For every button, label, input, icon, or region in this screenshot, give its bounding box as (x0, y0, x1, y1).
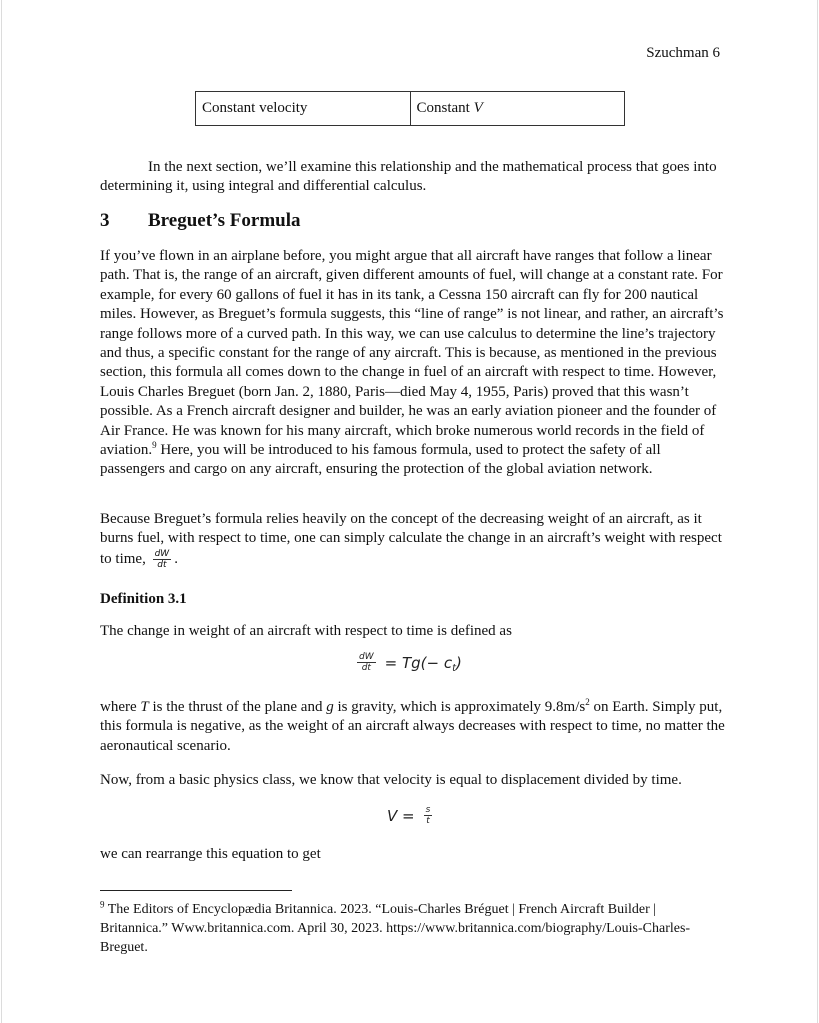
variable-T: T (140, 699, 149, 715)
table-cell-variable: V (473, 100, 483, 116)
variable-g: g (326, 699, 334, 715)
table-cell: Constant velocity (196, 92, 411, 126)
velocity-paragraph: Now, from a basic physics class, we know that velocity is equal to displacement divided by time. (100, 772, 682, 788)
rearrange-paragraph: we can rearrange this equation to get (100, 846, 321, 862)
fraction-denominator: dt (157, 559, 167, 570)
footnote-reference[interactable]: 9 (152, 440, 157, 451)
paragraph-text: is gravity, which is approximately 9.8m/s (333, 699, 586, 715)
footnote-text: The Editors of Encyclopædia Britannica. 2023. “Louis-Charles Bréguet | French Aircraft Builder | Britannica.” Www.britannica.com. April 30, 2023. https://www.britannica.com/biography/Louis-Charles-Breguet. (100, 902, 691, 955)
fraction-numerator: s (425, 805, 431, 815)
intro-paragraph (100, 158, 725, 197)
superscript: 2 (585, 697, 590, 707)
fraction-denominator: t (426, 816, 430, 826)
paragraph-text: where (100, 699, 141, 715)
footnote-separator (100, 890, 292, 891)
equation-fraction (357, 652, 376, 673)
equation-fraction (424, 805, 433, 826)
equation-weight-change (354, 652, 462, 673)
table-row (196, 92, 625, 126)
equation-velocity (387, 805, 435, 826)
definition-text: The change in weight of an aircraft with respect to time is defined as (100, 623, 512, 639)
paragraph-text: Here, you will be introduced to his famous formula, used to protect the safety of all passengers and cargo on any aircraft, ensuring the protection of the global aviation network. (100, 442, 661, 478)
paragraph-text: is the thrust of the plane and (148, 699, 327, 715)
weight-paragraph (100, 510, 725, 570)
section-number: 3 (100, 210, 110, 231)
paragraph-text: Because Breguet’s formula relies heavily on the concept of the decreasing weight of an aircraft, as it burns fuel, with respect to time, one can simply calculate the change in an aircraft’s weight with respect to time, (100, 511, 722, 567)
notation-table (195, 91, 625, 126)
fraction-denominator: dt (361, 663, 371, 673)
running-header: Szuchman 6 (646, 45, 720, 61)
intro-paragraph-text: In the next section, we’ll examine this relationship and the mathematical process that goes into determining it, using integral and differential calculus. (100, 159, 717, 195)
breguet-paragraph (100, 247, 725, 480)
paragraph-text: on Earth. Simply put, this formula is negative, as the weight of an aircraft always decreases with respect to time, no matter the aeronautical scenario. (100, 699, 725, 754)
section-heading (100, 209, 301, 233)
table-cell (410, 92, 625, 126)
explanation-paragraph (100, 698, 725, 756)
fraction-numerator: dW (154, 548, 170, 559)
footnote (100, 900, 725, 957)
inline-fraction (153, 549, 172, 570)
equation-lhs: V = (387, 806, 415, 825)
equation-subscript: t (452, 663, 457, 674)
definition-title: Definition 3.1 (100, 591, 187, 607)
section-title: Breguet’s Formula (148, 210, 301, 231)
document-page (1, 0, 818, 1023)
paragraph-text: If you’ve flown in an airplane before, you might argue that all aircraft have ranges that follow a linear path. That is, the range of an aircraft, given different amounts of fuel, will change at a constant rate. For example, for every 60 gallons of fuel it has in its tank, a Cessna 150 aircraft can fly for 200 nautical miles. However, as Breguet’s formula suggests, this “line of range” is not linear, and rather, an aircraft’s range follows more of a curved path. In this way, we can use calculus to determine the line’s trajectory and thus, a specific constant for the range of any aircraft. This is because, as mentioned in the previous section, this formula all comes down to the change in fuel of an aircraft with respect to time. However, Louis Charles Breguet (born Jan. 2, 1880, Paris—died May 4, 1955, Paris) proved that this wasn’t possible. As a French aircraft designer and builder, he was an early aviation pioneer and the founder of Air France. He was known for his many aircraft, which broke numerous world records in the field of aviation. (100, 248, 724, 459)
paragraph-text: . (174, 550, 178, 567)
footnote-marker: 9 (100, 899, 105, 910)
equation-rhs: = Tg(− c (384, 653, 453, 672)
table-cell-text: Constant (416, 100, 474, 116)
equation-close: ) (456, 653, 462, 672)
fraction-numerator: dW (359, 652, 374, 662)
